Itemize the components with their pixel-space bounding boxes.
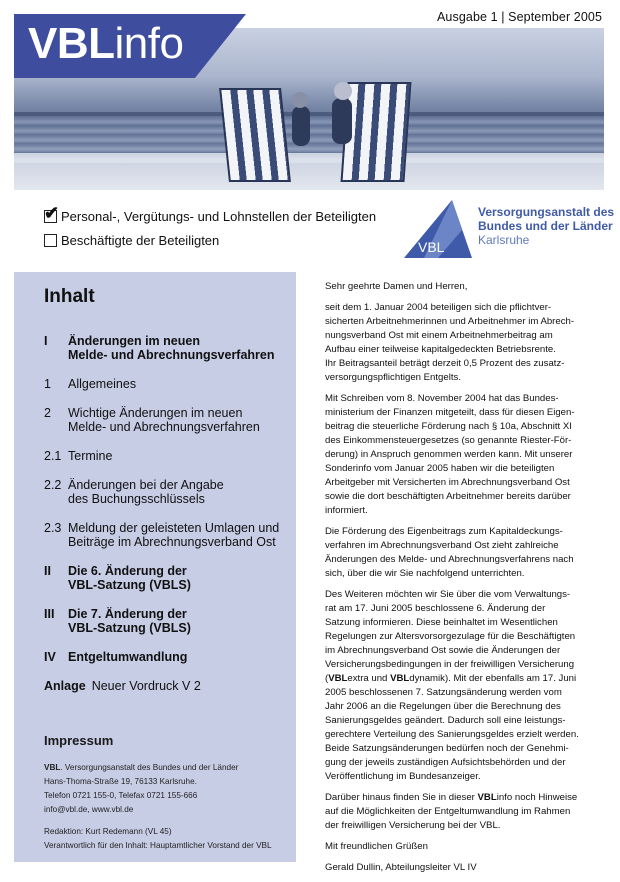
checkbox-checked-icon: ✔ [44,202,60,223]
toc-list [44,334,292,708]
audience-label: Beschäftigte der Beteiligten [61,232,220,248]
toc-item[interactable] [44,650,292,664]
toc-text: Allgemeines [68,377,137,391]
toc-text: Termine [68,449,113,463]
audience-label: Personal-, Vergütungs- und Lohnstellen der Beteiligten [61,208,377,224]
impressum-address: Hans-Thoma-Straße 19, 76133 Karlsruhe. [44,777,197,786]
impressum-block [44,761,294,853]
logo-line2: Bundes und der Länder [478,219,613,233]
p5-part-a: Darüber hinaus finden Sie in dieser [325,792,478,803]
toc-text: Wichtige Änderungen im neuen Melde- und Abrechnungsverfahren [68,406,260,434]
audience-item-beschaeftigte [44,228,376,252]
toc-item[interactable] [44,564,292,592]
logo-line1: Versorgungsanstalt des [478,205,615,219]
toc-text: Die 6. Änderung der VBL-Satzung (VBLS) [68,564,191,592]
toc-num: I [44,334,48,348]
impressum-phone: Telefon 0721 155-0, Telefax 0721 155-666 [44,791,198,800]
anlage-label: Anlage [44,679,86,693]
toc-text: Meldung der geleisteten Umlagen und Beiträge im Abrechnungsverband Ost [68,521,280,549]
issue-date: Ausgabe 1 | September 2005 [437,10,602,24]
vbl-term: VBL [390,673,410,684]
vbl-term: VBL [477,792,497,803]
letter-salutation: Sehr geehrte Damen und Herren, [325,281,468,292]
toc-item[interactable] [44,607,292,635]
toc-num: III [44,607,55,621]
letter-paragraph [325,588,603,784]
letter-paragraph: seit dem 1. Januar 2004 beteiligen sich die pflichtver- sicherten Arbeitnehmerinnen und Arbeitnehmer im Abrech- nungsverband Ost mit einem Arbeitnehmerbeitrag am Aufbau einer teilweise kapitalgedeckten Betriebsrente. Ihr Beitragsanteil beträgt derzeit 0,5 Prozent des zusatz- versorgungspflichtigen Entgelts. [325,302,575,383]
letter-body [325,280,603,882]
vbl-logo-icon [404,200,472,258]
toc-item[interactable] [44,377,292,391]
vbl-logo-text [478,205,614,247]
logo-mark: VBL [418,239,445,255]
toc-num: II [44,564,51,578]
toc-num: 2 [44,406,51,420]
letter-closing: Mit freundlichen Grüßen [325,841,428,852]
impressum-web[interactable]: info@vbl.de, www.vbl.de [44,805,134,814]
letter-paragraph [325,791,603,833]
toc-sidebar [14,272,296,862]
impressum-org: . Versorgungsanstalt des Bundes und der Länder [60,763,239,772]
toc-num: 2.1 [44,449,62,463]
deck-chair-left [219,88,291,182]
newsletter-title: VBLinfo [28,19,184,68]
toc-item[interactable] [44,478,292,506]
toc-item[interactable] [44,406,292,434]
toc-item[interactable] [44,334,292,362]
vbl-term: VBL [328,673,348,684]
toc-text: Änderungen im neuen Melde- und Abrechnungsverfahren [68,334,275,362]
logo-line3: Karlsruhe [478,233,530,247]
anlage-text: Neuer Vordruck V 2 [91,679,201,693]
toc-num: 2.3 [44,521,62,535]
impressum-editor: Redaktion: Kurt Redemann (VL 45) [44,827,172,836]
toc-title: Inhalt [44,286,95,307]
p4-part-a: Des Weiteren möchten wir Sie über die vom Verwaltungs- rat am 17. Juni 2005 beschlossene 6. Änderung der Satzung informieren. Diese beinhaltet im Wesentlichen Regelungen zur Altersvorsorgezulage für die Beschäftigten im Abrechnungsverband Ost sowie die Änderungen der Versicherungsbedingungen in der freiwilligen Versicherung ( [325,589,576,684]
toc-num: IV [44,650,56,664]
letter-paragraph: Die Förderung des Eigenbeitrags zum Kapitaldeckungs- verfahren im Abrechnungsverband Ost zieht zahlreiche Änderungen des Melde- und Abrechnungsverfahrens nach sich, über die wir Sie nachfolgend unterrichten. [325,526,574,579]
toc-anlage[interactable] [44,679,292,693]
p4-part-b: dynamik). Mit der ebenfalls am 17. Juni 2005 beschlossenen 7. Satzungsänderung werden vom Jahr 2006 an die Regelungen über die Berechnung des Sanierungsgeldes geändert. Dadurch soll eine leistungs- gerechtere Verteilung des Sanierungsgeldes erzielt werden. Beide Satzungsänderungen bedürfen noch der Genehmi- gung der jeweils zuständigen Aufsichtsbehörden und der Veröffentlichung im Bundesanzeiger. [325,673,579,782]
impressum-title: Impressum [44,733,114,748]
toc-num: 1 [44,377,51,391]
toc-item[interactable] [44,449,292,463]
p4-extra: extra und [347,673,391,684]
p5-part-b: info noch Hinweise auf die Möglichkeiten der Entgeltumwandlung im Rahmen der freiwilligen Versicherung bei der VBL. [325,792,578,831]
toc-num: 2.2 [44,478,62,492]
toc-text: Entgeltumwandlung [68,650,188,664]
impressum-responsible: Verantwortlich für den Inhalt: Hauptamtlicher Vorstand der VBL [44,841,272,850]
toc-item[interactable] [44,521,292,549]
letter-paragraph: Mit Schreiben vom 8. November 2004 hat das Bundes- ministerium der Finanzen mitgeteilt, dass für diesen Eigen- beitrag die steuerliche Förderung nach § 10a, Abschnitt XI des Einkommensteuergesetzes (so genannte Riester-För- derung) in Anspruch genommen werden kann. Mit unserer Sonderinfo vom Januar 2005 haben wir die beteiligten Arbeitgeber mit Versicherten im Abrechnungsverband Ost sowie die dort beschäftigten Arbeitnehmer bereits darüber informiert. [325,393,575,516]
toc-text: Änderungen bei der Angabe des Buchungsschlüssels [68,478,224,506]
audience-item-personal [44,204,376,228]
audience-list [44,204,376,252]
toc-text: Die 7. Änderung der VBL-Satzung (VBLS) [68,607,191,635]
letter-signature: Gerald Dullin, Abteilungsleiter VL IV [325,862,477,873]
checkbox-empty-icon [44,234,57,247]
impressum-org-bold: VBL [44,763,61,772]
